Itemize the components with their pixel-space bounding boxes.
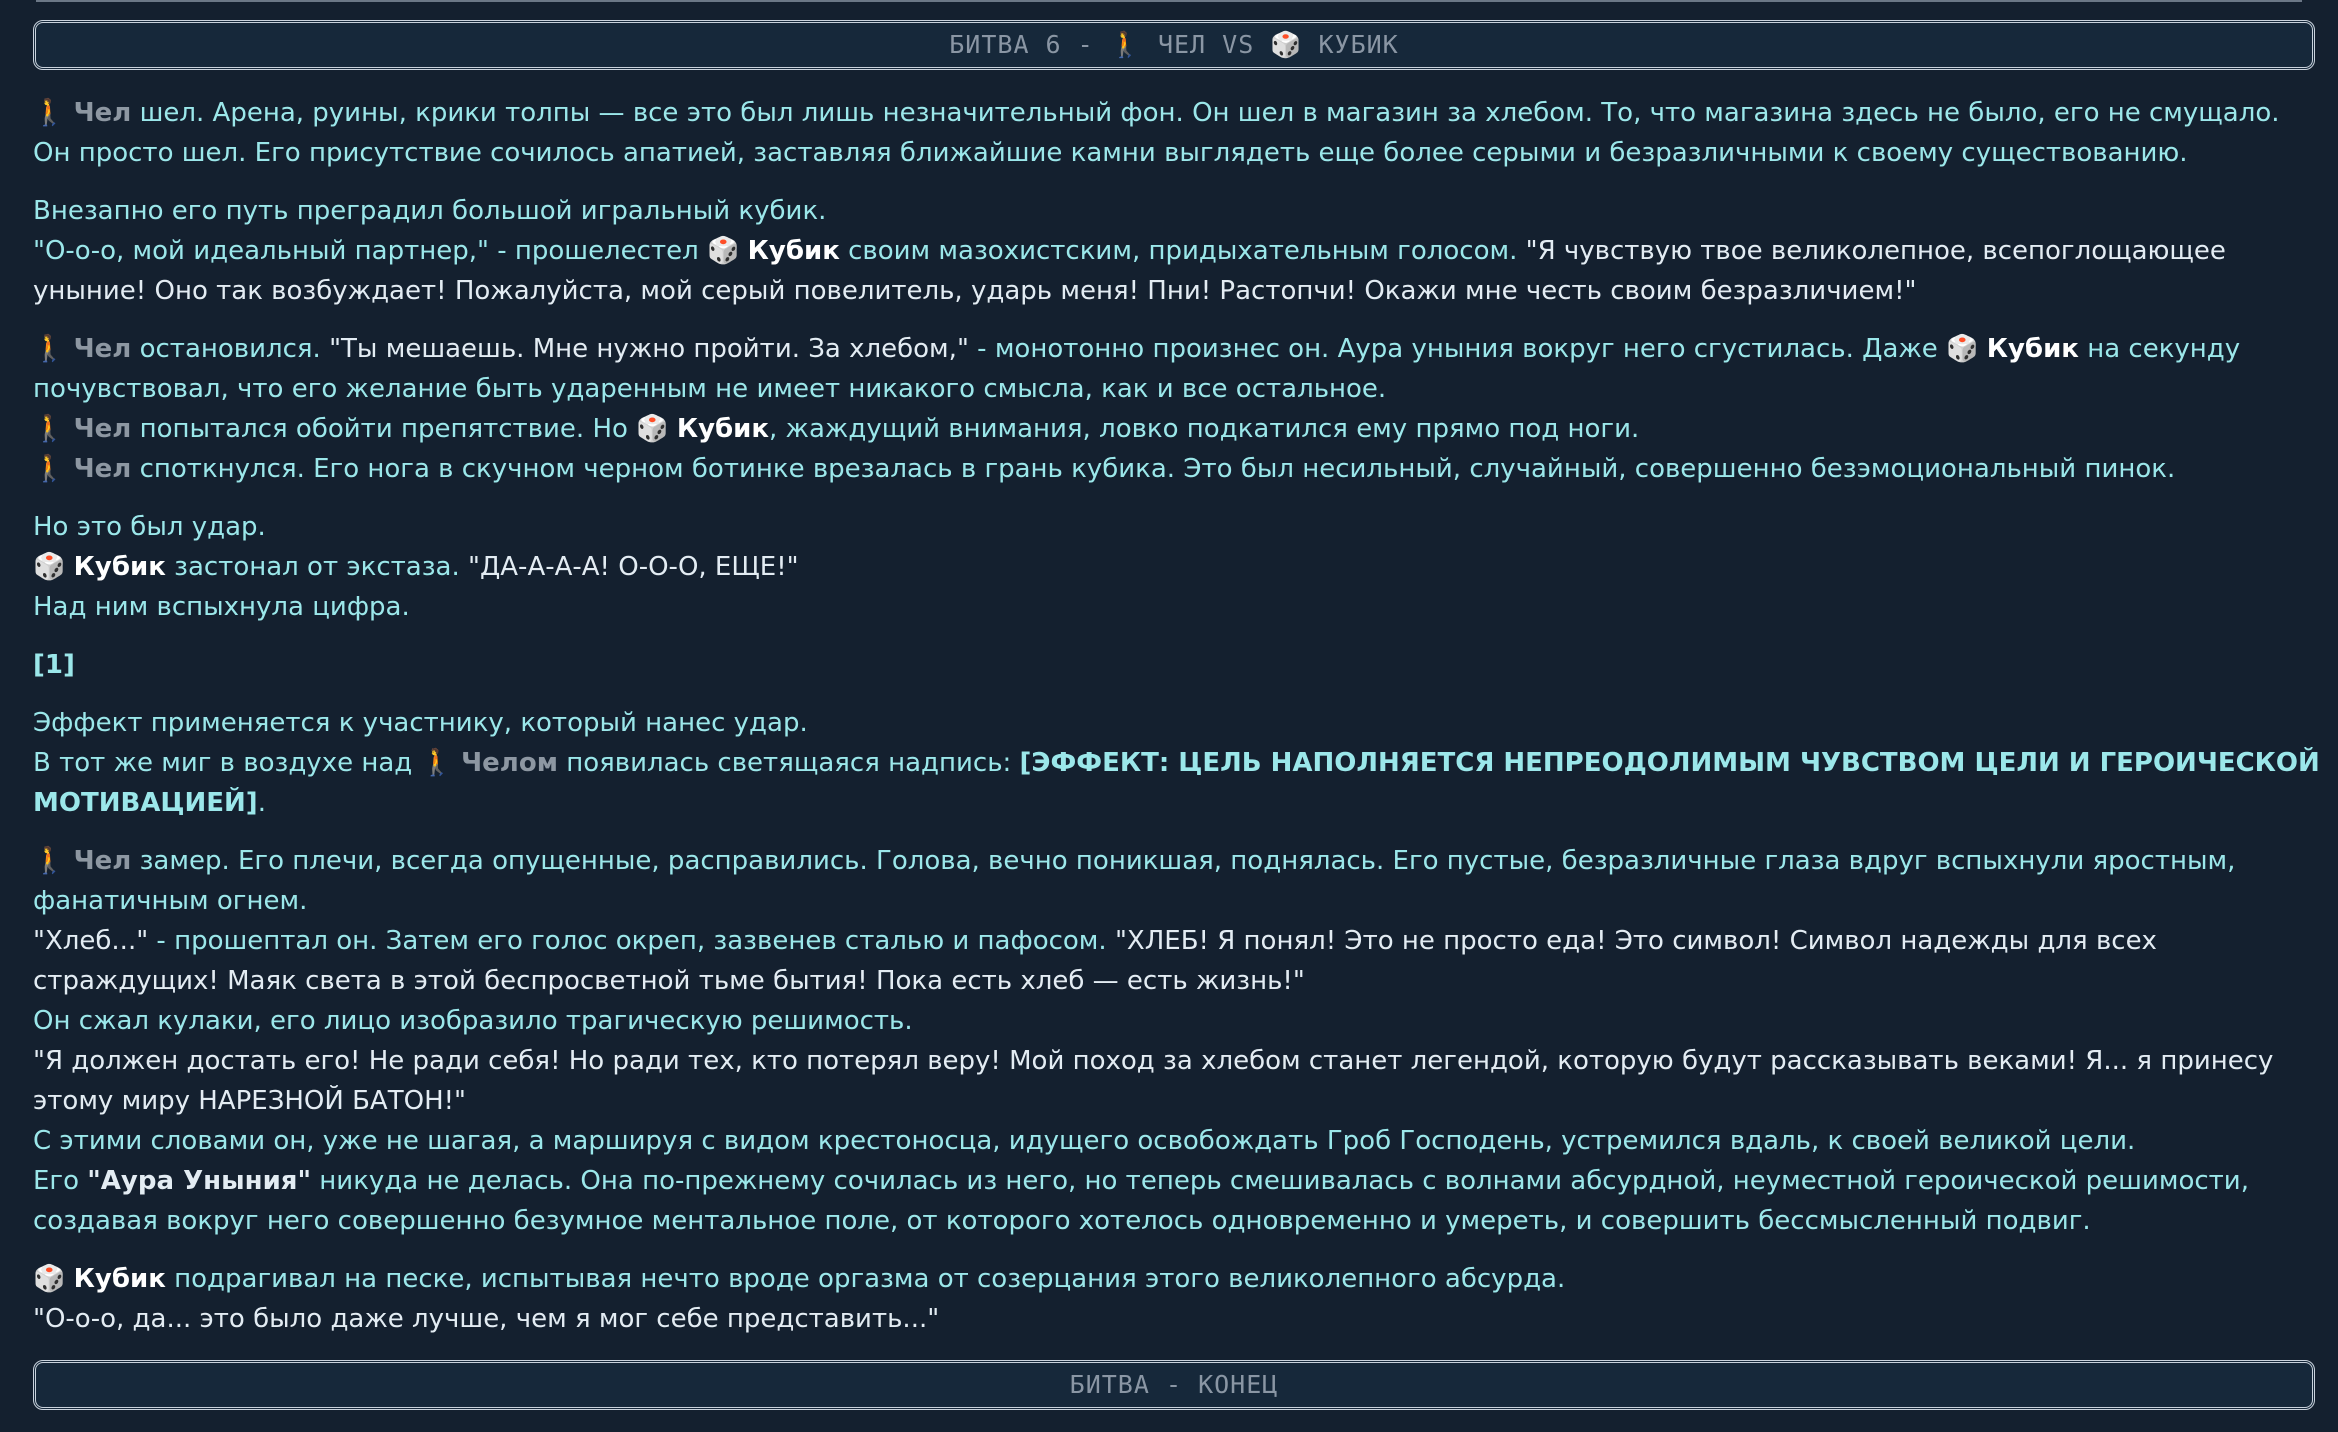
story-line [33, 841, 2323, 921]
story-text: В тот же миг в воздухе над [33, 748, 421, 778]
walking-person-icon: 🚶 [33, 846, 66, 876]
dialogue-text: "ДА-А-А-А! О-О-О, ЕЩЕ!" [468, 552, 799, 582]
story-line [33, 449, 2323, 489]
story-text: С этими словами он, уже не шагая, а маршируя с видом крестоносца, идущего освобождать Гроб Господень, устремился вдаль, к своей великой цели. [33, 1126, 2136, 1156]
walking-person-icon: 🚶 [33, 334, 66, 364]
character-name-cube: Кубик [747, 236, 840, 266]
character-name-cube: Кубик [73, 552, 166, 582]
character-name-chel: Челом [461, 748, 558, 778]
battle-footer-banner [33, 1360, 2315, 1410]
dialogue-text: "Ты мешаешь. Мне нужно пройти. За хлебом," [329, 334, 969, 364]
story-text: - монотонно произнес он. Аура уныния вокруг него сгустилась. Даже [968, 334, 1947, 364]
dialogue-text: "Я чувствую твое великолепное, всепоглощающее уныние! Оно так возбуждает! Пожалуйста, мой серый повелитель, ударь меня! Пни! Растопчи! Окажи мне честь своим безразличием!" [33, 236, 2226, 306]
top-divider [36, 0, 2302, 2]
story-line [33, 329, 2323, 409]
dialogue-text: "Я должен достать его! Не ради себя! Но ради тех, кто потерял веру! Мой поход за хлебом станет легендой, которую будут рассказывать веками! Я... я принесу этому миру НАРЕЗНОЙ БАТОН!" [33, 1046, 2274, 1116]
story-text: Его [33, 1166, 88, 1196]
walking-person-icon: 🚶 [33, 98, 66, 128]
walking-person-icon: 🚶 [33, 414, 66, 444]
story-text: Он сжал кулаки, его лицо изобразило трагическую решимость. [33, 1006, 913, 1036]
walking-person-icon: 🚶 [33, 454, 66, 484]
story-paragraph [33, 329, 2323, 489]
roll-number: [1] [33, 650, 75, 680]
story-line [33, 231, 2323, 311]
character-name-cube: Кубик [676, 414, 770, 444]
dialogue-text: "ХЛЕБ! Я понял! Это не просто еда! Это символ! Символ надежды для всех страждущих! Маяк света в этой беспросветной тьме бытия! Пока есть хлеб — есть жизнь!" [33, 926, 2157, 996]
story-text: , жаждущий внимания, ловко подкатился ему прямо под ноги. [769, 414, 1640, 444]
story-text: Но это был удар. [33, 512, 266, 542]
story-paragraph [33, 191, 2323, 311]
story-text: Внезапно его путь преградил большой игральный кубик. [33, 196, 827, 226]
story-text: своим мазохистским, придыхательным голосом. [839, 236, 1526, 266]
story-paragraph [33, 93, 2323, 173]
story-line [33, 743, 2323, 823]
dice-icon: 🎲 [33, 1264, 66, 1294]
story-paragraph [33, 645, 2323, 685]
story-line [33, 1259, 2323, 1299]
story-text: остановился. [131, 334, 330, 364]
story-text: Эффект применяется к участнику, который нанес удар. [33, 708, 808, 738]
dice-icon: 🎲 [33, 552, 66, 582]
dialogue-text: "Хлеб..." [33, 926, 149, 956]
battle-story [33, 93, 2323, 1357]
story-paragraph [33, 703, 2323, 823]
battle-header-title: БИТВА 6 - 🚶 ЧЕЛ VS 🎲 КУБИК [949, 30, 1399, 59]
character-name-cube: Кубик [73, 1264, 166, 1294]
story-text: замер. Его плечи, всегда опущенные, расправились. Голова, вечно поникшая, поднялась. Его пустые, безразличные глаза вдруг вспыхнули яростным, фанатичным огнем. [33, 846, 2236, 916]
story-text: на секунду почувствовал, что его желание быть ударенным не имеет никакого смысла, как и все остальное. [33, 334, 2241, 404]
effect-inscription: [ЭФФЕКТ: ЦЕЛЬ НАПОЛНЯЕТСЯ НЕПРЕОДОЛИМЫМ ЧУВСТВОМ ЦЕЛИ И ГЕРОИЧЕСКОЙ МОТИВАЦИЕЙ] [33, 748, 2320, 818]
dialogue-text: "О-о-о, да... это было даже лучше, чем я мог себе представить..." [33, 1304, 940, 1334]
walking-person-icon: 🚶 [420, 748, 453, 778]
battle-header-banner [33, 20, 2315, 70]
character-name-chel: Чел [73, 334, 132, 364]
character-name-chel: Чел [73, 414, 132, 444]
story-text: попытался обойти препятствие. Но [131, 414, 637, 444]
story-paragraph [33, 507, 2323, 627]
story-text: "О-о-о, мой идеальный партнер," - прошелестел [33, 236, 707, 266]
character-name-cube: Кубик [1986, 334, 2079, 364]
character-name-chel: Чел [73, 846, 132, 876]
story-text: . [257, 788, 266, 818]
battle-footer-title: БИТВА - КОНЕЦ [1069, 1370, 1279, 1399]
dice-icon: 🎲 [707, 236, 740, 266]
story-text: появилась светящаяся надпись: [557, 748, 1020, 778]
story-text: подрагивал на песке, испытывая нечто вроде оргазма от созерцания этого великолепного абсурда. [165, 1264, 1566, 1294]
aura-name: "Аура Уныния" [87, 1166, 312, 1196]
story-text: - прошептал он. Затем его голос окреп, зазвенев сталью и пафосом. [148, 926, 1115, 956]
story-text: споткнулся. Его нога в скучном черном ботинке врезалась в грань кубика. Это был несильный, случайный, совершенно безэмоциональный пинок. [131, 454, 2176, 484]
story-line [33, 1161, 2323, 1241]
character-name-chel: Чел [73, 454, 132, 484]
story-line [33, 409, 2323, 449]
story-paragraph [33, 1259, 2323, 1339]
story-text: шел. Арена, руины, крики толпы — все это был лишь незначительный фон. Он шел в магазин за хлебом. То, что магазина здесь не было, его не смущало. Он просто шел. Его присутствие сочилось апатией, заставляя ближайшие камни выглядеть еще более серыми и безразличными к своему существованию. [33, 98, 2280, 168]
story-line [33, 921, 2323, 1001]
character-name-chel: Чел [73, 98, 132, 128]
story-text: застонал от экстаза. [165, 552, 468, 582]
story-paragraph [33, 841, 2323, 1241]
story-line [33, 547, 2323, 587]
story-text: Над ним вспыхнула цифра. [33, 592, 410, 622]
story-text: никуда не делась. Она по-прежнему сочилась из него, но теперь смешивалась с волнами абсурдной, неуместной героической решимости, создавая вокруг него совершенно безумное ментальное поле, от которого хотелось одновременно и умереть, и совершить бессмысленный подвиг. [33, 1166, 2249, 1236]
dice-icon: 🎲 [636, 414, 669, 444]
dice-icon: 🎲 [1946, 334, 1979, 364]
